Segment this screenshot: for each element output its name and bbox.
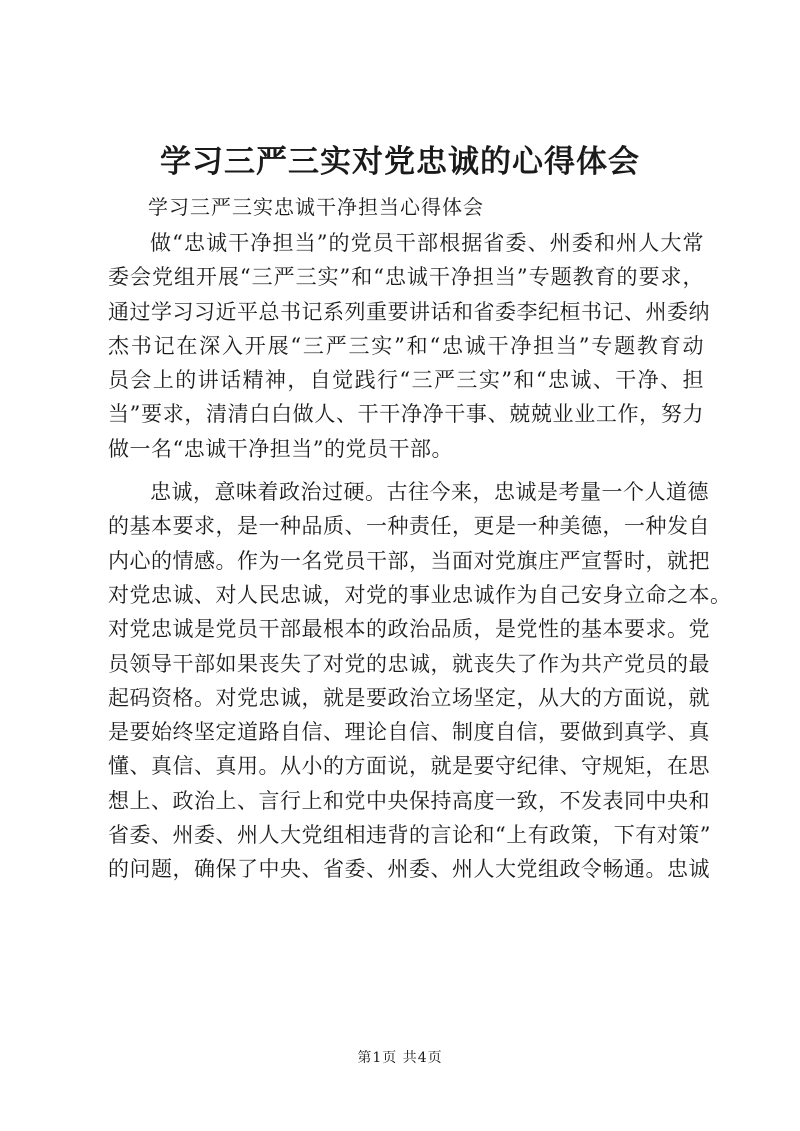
paragraph-line: 对党忠诚是党员干部最根本的政治品质，是党性的基本要求。党 — [108, 617, 710, 642]
paragraph-line: 通过学习习近平总书记系列重要讲话和省委李纪桓书记、州委纳 — [108, 299, 710, 324]
paragraph-line: 对党忠诚、对人民忠诚，对党的事业忠诚作为自己安身立命之本。 — [108, 582, 732, 607]
paragraph-line: 的问题，确保了中央、省委、州委、州人大党组政令畅通。忠诚 — [108, 857, 710, 882]
paragraph-line: 起码资格。对党忠诚，就是要政治立场坚定，从大的方面说，就 — [108, 685, 710, 710]
paragraph-line: 忠诚，意味着政治过硬。古往今来，忠诚是考量一个人道德 — [150, 480, 709, 505]
paragraph-line: 杰书记在深入开展“三严三实”和“忠诚干净担当”专题教育动 — [108, 333, 704, 358]
paragraph-line: 省委、州委、州人大党组相违背的言论和“上有政策，下有对策” — [108, 823, 711, 848]
paragraph-line: 做一名“忠诚干净担当”的党员干部。 — [108, 436, 453, 461]
document-title: 学习三严三实对党忠诚的心得体会 — [160, 144, 640, 180]
paragraph-line: 想上、政治上、言行上和党中央保持高度一致，不发表同中央和 — [108, 788, 710, 813]
paragraph-line: 当”要求，清清白白做人、干干净净干事、兢兢业业工作，努力 — [108, 402, 704, 427]
paragraph-line: 内心的情感。作为一名党员干部，当面对党旗庄严宣誓时，就把 — [108, 548, 710, 573]
page-number-footer: 第1页 共4页 — [357, 1050, 443, 1066]
paragraph-line: 懂、真信、真用。从小的方面说，就是要守纪律、守规矩，在思 — [108, 754, 710, 779]
paragraph-2 — [108, 475, 732, 887]
paragraph-line: 员会上的讲话精神，自觉践行“三严三实”和“忠诚、干净、担 — [108, 368, 704, 393]
paragraph-line: 员领导干部如果丧失了对党的忠诚，就丧失了作为共产党员的最 — [108, 651, 710, 676]
paragraph-line: 委会党组开展“三严三实”和“忠诚干净担当”专题教育的要求， — [108, 265, 704, 290]
document-subtitle: 学习三严三实忠诚干净担当心得体会 — [148, 195, 484, 219]
paragraph-line: 做“忠诚干净担当”的党员干部根据省委、州委和州人大常 — [150, 231, 704, 255]
paragraph-line: 是要始终坚定道路自信、理论自信、制度自信，要做到真学、真 — [108, 720, 710, 745]
paragraph-1 — [108, 226, 710, 466]
document-body — [108, 226, 732, 887]
paragraph-line: 的基本要求，是一种品质、一种责任，更是一种美德，一种发自 — [108, 514, 710, 539]
